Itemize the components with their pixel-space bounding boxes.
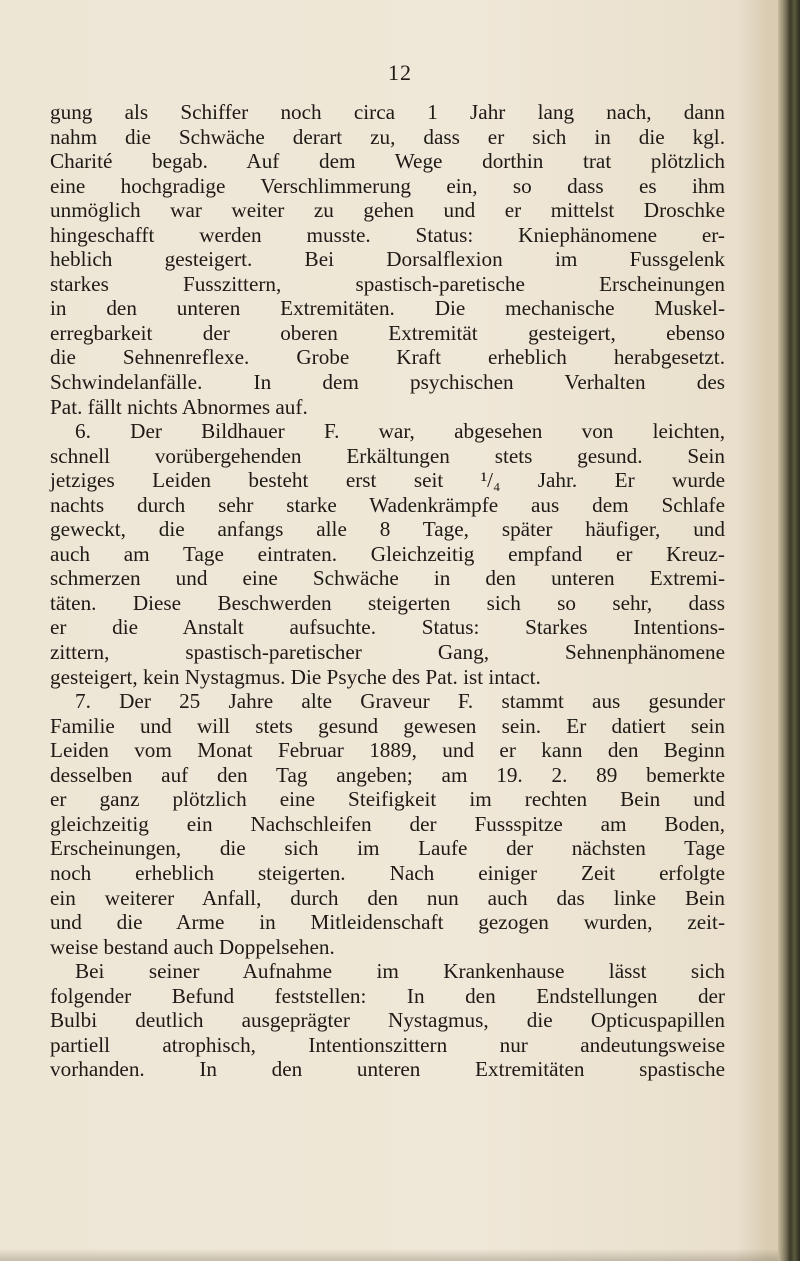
text-line: täten. Diese Beschwerden steigerten sich so sehr, dass: [50, 590, 725, 615]
paragraph-end-line: Pat. fällt nichts Abnormes auf.: [50, 394, 308, 419]
text-line: ein weiterer Anfall, durch den nun auch das linke Bein: [50, 885, 725, 910]
text-line: gung als Schiffer noch circa 1 Jahr lang nach, dann: [50, 100, 725, 124]
text-line: schnell vorübergehenden Erkältungen stets gesund. Sein: [50, 443, 725, 468]
text-line: geweckt, die anfangs alle 8 Tage, später häufiger, und: [50, 517, 725, 542]
text-line: er ganz plötzlich eine Steifigkeit im rechten Bein und: [50, 787, 725, 812]
text-line: Charité begab. Auf dem Wege dorthin trat plötzlich: [50, 149, 725, 174]
text-line: partiell atrophisch, Intentionszittern nur andeutungsweise: [50, 1032, 725, 1057]
text-line: desselben auf den Tag angeben; am 19. 2. 89 bemerkte: [50, 762, 725, 787]
text-line: jetziges Leiden besteht erst seit ¹/₄ Jahr. Er wurde: [50, 468, 725, 493]
paragraph-end-line: weise bestand auch Doppelsehen.: [50, 934, 335, 959]
text-line: Bulbi deutlich ausgeprägter Nystagmus, die Opticuspapillen: [50, 1008, 725, 1033]
text-line: hingeschafft werden musste. Status: Kniephänomene er-: [50, 222, 725, 247]
text-line: nachts durch sehr starke Wadenkrämpfe aus dem Schlafe: [50, 492, 725, 517]
paragraph-end-line: gesteigert, kein Nystagmus. Die Psyche des Pat. ist intact.: [50, 664, 541, 689]
text-line: noch erheblich steigerten. Nach einiger Zeit erfolgte: [50, 860, 725, 885]
text-line: Leiden vom Monat Februar 1889, und er kann den Beginn: [50, 738, 725, 763]
book-spine-edge: [778, 0, 800, 1261]
paragraph-start-line: 7. Der 25 Jahre alte Graveur F. stammt aus gesunder: [75, 689, 725, 714]
text-line: und die Arme in Mitleidenschaft gezogen wurden, zeit-: [50, 910, 725, 935]
text-line: zittern, spastisch-paretischer Gang, Sehnenphänomene: [50, 640, 725, 665]
body-text: [50, 100, 725, 1082]
paragraph-start-line: 6. Der Bildhauer F. war, abgesehen von leichten,: [75, 419, 725, 444]
text-line: folgender Befund feststellen: In den Endstellungen der: [50, 983, 725, 1008]
text-line: gleichzeitig ein Nachschleifen der Fussspitze am Boden,: [50, 811, 725, 836]
text-line: Familie und will stets gesund gewesen sein. Er datiert sein: [50, 713, 725, 738]
text-line: auch am Tage eintraten. Gleichzeitig empfand er Kreuz-: [50, 541, 725, 566]
text-line: starkes Fusszittern, spastisch-paretische Erscheinungen: [50, 271, 725, 296]
text-line: erregbarkeit der oberen Extremität gesteigert, ebenso: [50, 320, 725, 345]
text-line: Schwindelanfälle. In dem psychischen Verhalten des: [50, 370, 725, 395]
text-line: Erscheinungen, die sich im Laufe der nächsten Tage: [50, 836, 725, 861]
text-line: in den unteren Extremitäten. Die mechanische Muskel-: [50, 296, 725, 321]
text-line: eine hochgradige Verschlimmerung ein, so dass es ihm: [50, 173, 725, 198]
text-line: die Sehnenreflexe. Grobe Kraft erheblich herabgesetzt.: [50, 345, 725, 370]
paragraph-start-line: Bei seiner Aufnahme im Krankenhause lässt sich: [75, 959, 725, 984]
text-line: schmerzen und eine Schwäche in den unteren Extremi-: [50, 566, 725, 591]
text-line: heblich gesteigert. Bei Dorsalflexion im Fussgelenk: [50, 247, 725, 272]
text-line: nahm die Schwäche derart zu, dass er sich in die kgl.: [50, 124, 725, 149]
text-line: unmöglich war weiter zu gehen und er mittelst Droschke: [50, 198, 725, 223]
text-line: er die Anstalt aufsuchte. Status: Starkes Intentions-: [50, 615, 725, 640]
page-number: 12: [388, 60, 412, 85]
text-line: vorhanden. In den unteren Extremitäten spastische: [50, 1057, 725, 1082]
page-bottom-edge: [0, 1249, 800, 1261]
